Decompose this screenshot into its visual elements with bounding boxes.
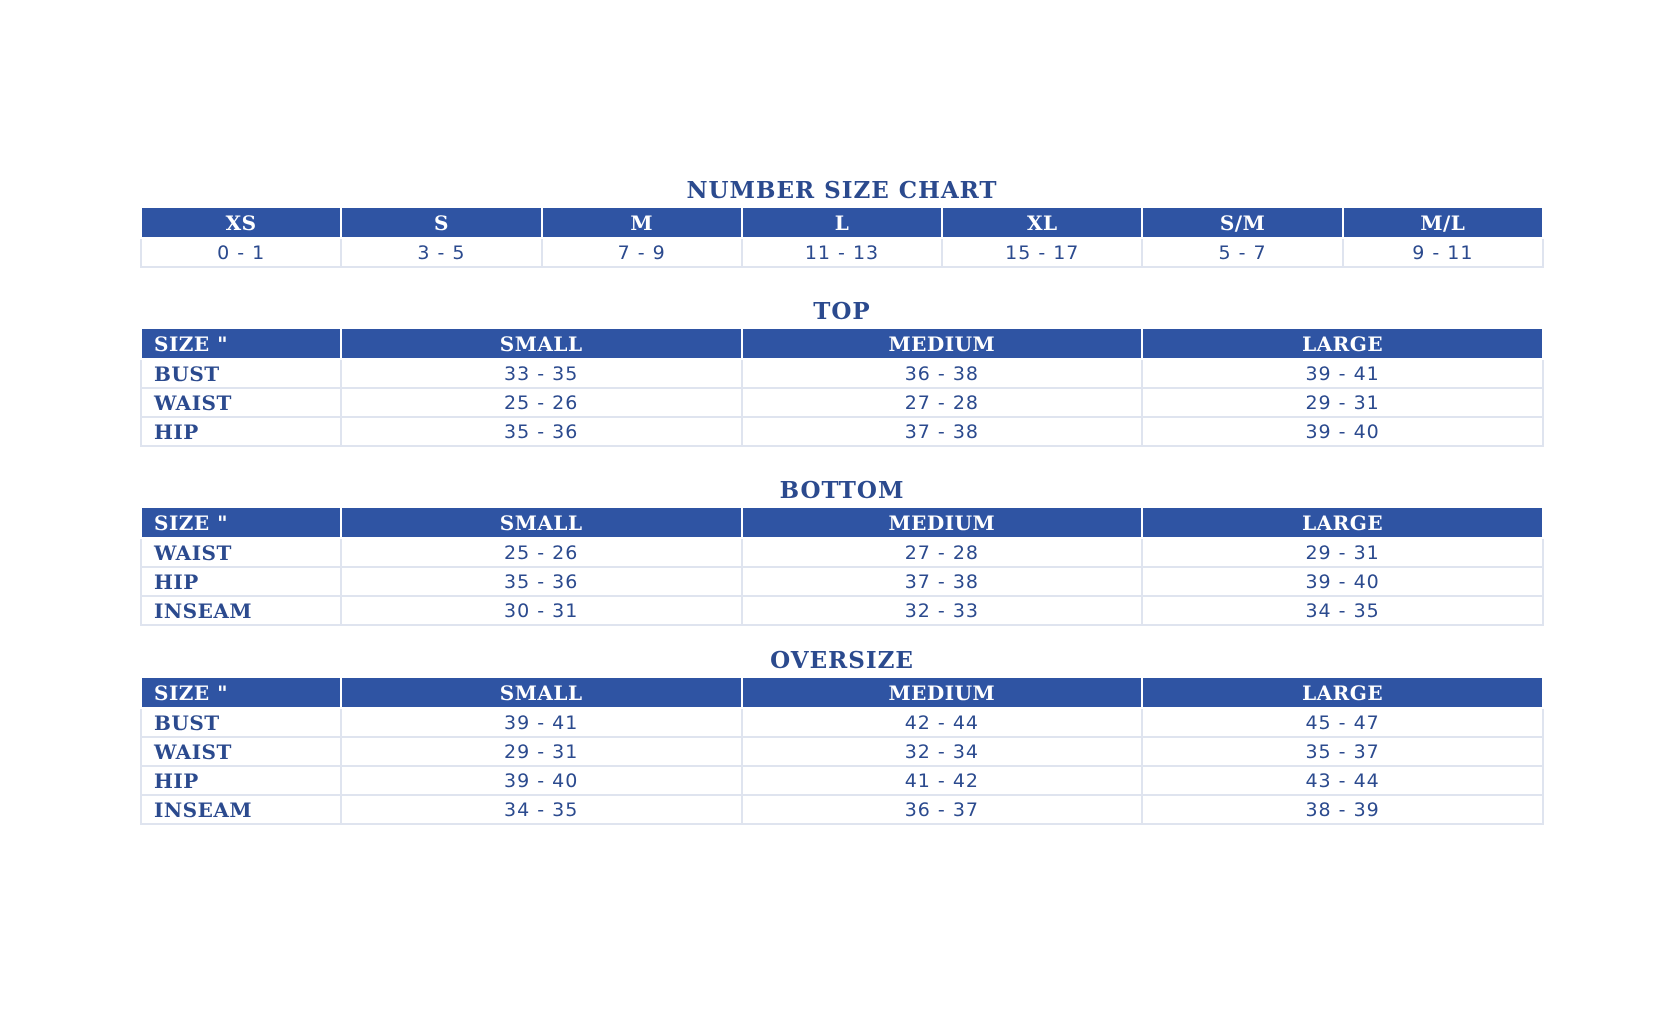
table-row <box>141 567 1543 596</box>
oversize-title: OVERSIZE <box>770 647 914 674</box>
top-header-row <box>141 328 1543 359</box>
number-size-header: M <box>542 207 742 238</box>
table-cell: 36 - 38 <box>742 359 1143 388</box>
number-size-value: 3 - 5 <box>341 238 541 267</box>
row-label: BUST <box>141 359 341 388</box>
table-cell: 41 - 42 <box>742 766 1143 795</box>
row-label: WAIST <box>141 538 341 567</box>
table-cell: 39 - 40 <box>341 766 742 795</box>
number-size-header: L <box>742 207 942 238</box>
table-cell: 39 - 40 <box>1142 567 1543 596</box>
table-cell: 38 - 39 <box>1142 795 1543 824</box>
table-cell: 34 - 35 <box>341 795 742 824</box>
row-label: INSEAM <box>141 596 341 625</box>
number-size-value: 7 - 9 <box>542 238 742 267</box>
table-cell: 32 - 33 <box>742 596 1143 625</box>
table-row <box>141 737 1543 766</box>
top-size-table <box>140 327 1544 447</box>
top-header-medium: MEDIUM <box>742 328 1143 359</box>
table-cell: 33 - 35 <box>341 359 742 388</box>
number-size-header: S/M <box>1142 207 1342 238</box>
table-cell: 39 - 40 <box>1142 417 1543 446</box>
table-cell: 27 - 28 <box>742 388 1143 417</box>
bottom-size-table <box>140 506 1544 626</box>
number-size-value-row <box>141 238 1543 267</box>
row-label: WAIST <box>141 737 341 766</box>
table-cell: 27 - 28 <box>742 538 1143 567</box>
row-label: INSEAM <box>141 795 341 824</box>
oversize-size-table <box>140 676 1544 825</box>
oversize-header-medium: MEDIUM <box>742 677 1143 708</box>
table-cell: 39 - 41 <box>341 708 742 737</box>
bottom-title: BOTTOM <box>779 477 905 504</box>
table-cell: 39 - 41 <box>1142 359 1543 388</box>
number-size-header: XL <box>942 207 1142 238</box>
number-size-value: 11 - 13 <box>742 238 942 267</box>
number-size-header: XS <box>141 207 341 238</box>
table-row <box>141 708 1543 737</box>
number-size-table <box>140 206 1544 268</box>
row-label: HIP <box>141 766 341 795</box>
table-row <box>141 359 1543 388</box>
table-cell: 32 - 34 <box>742 737 1143 766</box>
row-label: HIP <box>141 417 341 446</box>
table-cell: 34 - 35 <box>1142 596 1543 625</box>
table-cell: 37 - 38 <box>742 417 1143 446</box>
top-header-small: SMALL <box>341 328 742 359</box>
number-size-value: 5 - 7 <box>1142 238 1342 267</box>
table-cell: 25 - 26 <box>341 538 742 567</box>
table-cell: 45 - 47 <box>1142 708 1543 737</box>
table-cell: 42 - 44 <box>742 708 1143 737</box>
top-title: TOP <box>813 298 871 325</box>
table-cell: 29 - 31 <box>1142 388 1543 417</box>
table-cell: 25 - 26 <box>341 388 742 417</box>
table-row <box>141 795 1543 824</box>
bottom-header-size: SIZE " <box>141 507 341 538</box>
table-cell: 43 - 44 <box>1142 766 1543 795</box>
table-cell: 37 - 38 <box>742 567 1143 596</box>
number-size-chart-title: NUMBER SIZE CHART <box>686 177 998 204</box>
number-size-value: 0 - 1 <box>141 238 341 267</box>
bottom-header-small: SMALL <box>341 507 742 538</box>
bottom-header-medium: MEDIUM <box>742 507 1143 538</box>
number-size-header: S <box>341 207 541 238</box>
top-header-large: LARGE <box>1142 328 1543 359</box>
table-cell: 30 - 31 <box>341 596 742 625</box>
number-size-header: M/L <box>1343 207 1543 238</box>
table-cell: 36 - 37 <box>742 795 1143 824</box>
oversize-header-small: SMALL <box>341 677 742 708</box>
row-label: HIP <box>141 567 341 596</box>
table-row <box>141 417 1543 446</box>
oversize-header-large: LARGE <box>1142 677 1543 708</box>
table-row <box>141 388 1543 417</box>
row-label: WAIST <box>141 388 341 417</box>
bottom-header-row <box>141 507 1543 538</box>
table-cell: 29 - 31 <box>1142 538 1543 567</box>
table-row <box>141 538 1543 567</box>
number-size-value: 9 - 11 <box>1343 238 1543 267</box>
oversize-header-row <box>141 677 1543 708</box>
table-row <box>141 596 1543 625</box>
number-size-value: 15 - 17 <box>942 238 1142 267</box>
table-row <box>141 766 1543 795</box>
bottom-header-large: LARGE <box>1142 507 1543 538</box>
table-cell: 35 - 37 <box>1142 737 1543 766</box>
oversize-header-size: SIZE " <box>141 677 341 708</box>
number-size-header-row <box>141 207 1543 238</box>
table-cell: 35 - 36 <box>341 567 742 596</box>
row-label: BUST <box>141 708 341 737</box>
size-chart <box>140 176 1544 825</box>
table-cell: 29 - 31 <box>341 737 742 766</box>
table-cell: 35 - 36 <box>341 417 742 446</box>
top-header-size: SIZE " <box>141 328 341 359</box>
